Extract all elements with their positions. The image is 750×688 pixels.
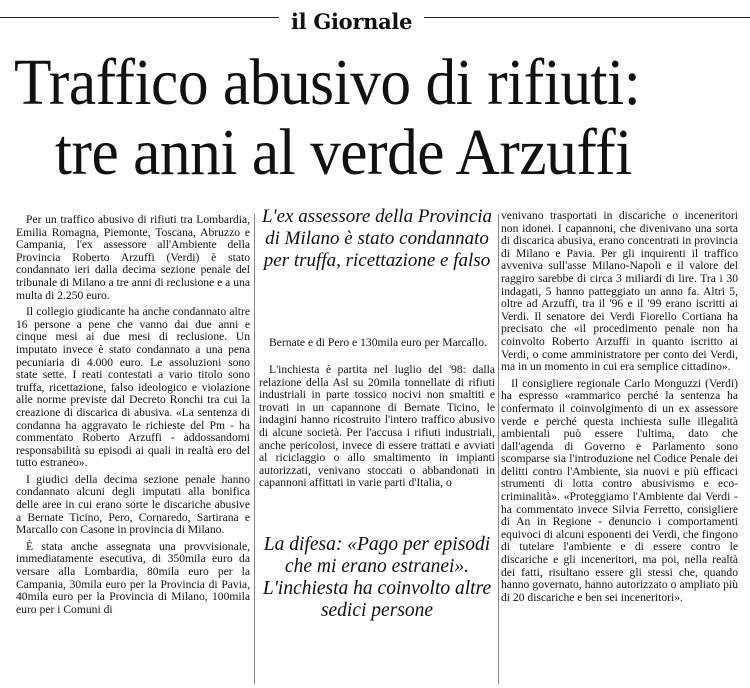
headline-line-2: tre anni al verde Arzuffi (54, 116, 632, 189)
article-column-2-continuation (259, 337, 495, 350)
column-divider (254, 214, 255, 684)
article-paragraph: venivano trasportati in discariche o inceneritori non idonei. I capannoni, che divenivano una sorta di discarica abusiva, erano concentrati in provincia di Milano e Pavia. Per gli inquirenti il traffico avveniva sull'asse Milano-Napoli e il valore del raggiro sarebbe di circa 3 miliardi di lire. Tra i 30 indagati, 5 hanno patteggiato un anno fa. Altri 5, oltre ad Arzuffi, tra il '96 e il '99 erano iscritti ai Verdi. Il senatore dei Verdi Fiorello Cortiana ha precisato che «il procedimento penale non ha coinvolto Roberto Arzuffi in quanto iscritto ai Verdi, o come amministratore per conto dei Verdi, ma in un momento in cui era semplice cittadino». (501, 209, 738, 374)
article-paragraph: Il consigliere regionale Carlo Monguzzi (Verdi) ha espresso «rammarico perché la sentenza ha confermato il coinvolgimento di un ex assessore verde e perché questa inchiesta sulle illegalità ambientali può essere l'ultima, dato che dall'agenda di Governo e Parlamento sono scomparse sia l'introduzione nel Codice Penale dei delitti contro l'Ambiente, sia nuovi e più efficaci strumenti di lotta contro abusivismo e eco-criminalità». «Proteggiamo l'Ambiente dai Verdi - ha commentato invece Silvia Ferretto, consigliere di An in Regione - denuncio i comportamenti equivoci di alcuni esponenti dei Verdi, che fingono di tutelare l'ambiente e di essere contro le discariche e gli inceneritori, ma poi, nella realtà dei fatti, risultano essere gli stessi che, quando hanno governato, hanno autorizzato o ampliato più di 20 discariche e ben sei inceneritori». (501, 376, 738, 604)
column-divider (498, 214, 499, 684)
headline (14, 48, 693, 188)
article-paragraph: Il collegio giudicante ha anche condannato altre 16 persone a pene che vanno dai due anni e cinque mesi ai due mesi di reclusione. Un imputato invece è stato condannato a una pena pecuniaria di 4.000 euro. Le assoluzioni sono state sette. I reati contestati a vario titolo sono truffa, ricettazione, falso ideologico e violazione alle norme previste dal Decreto Ronchi tra cui la creazione di discarica di abusiva. «La sentenza di condanna ha aggravato le richieste del Pm - ha commentato Roberto Arzuffi - addossandomi responsabilità su episodi ai quali in realtà ero del tutto estraneo». (16, 305, 250, 470)
article-column-2 (259, 364, 495, 494)
article-paragraph: Bernate e di Pero e 130mila euro per Marcallo. (269, 336, 487, 349)
article-paragraph: L'inchiesta è partita nel luglio del '98: dalla relazione della Asl su 20mila tonnellate di rifiuti industriali in parte tossico nocivi non smaltiti e trovati in un capannone di Bernate Ticino, le indagini hanno ricostruito l'intero traffico abusivo di alcune società. Per l'accusa i rifiuti industriali, anche pericolosi, invece di essere trattati e avviati al riciclaggio o allo smaltimento in impianti autorizzati, venivano stoccati o abbandonati in capannoni affittati in varie parti d'Italia, o (259, 363, 495, 490)
headline-line-1: Traffico abusivo di rifiuti: (14, 46, 641, 119)
pull-quote-top: L'ex assessore della Provincia di Milano è stato condannato per truffa, ricettazione e falso (261, 206, 493, 271)
pull-quote-bottom: La difesa: «Pago per episodi che mi erano estranei». L'inchiesta ha coinvolto altre sedici persone (262, 534, 492, 621)
article-paragraph: È stata anche assegnata una provvisionale, immediatamente esecutiva, di 350mila euro da versare alla Lombardia, 80mila euro per la Campania, 30mila euro per la Provincia di Pavia, 40mila euro per la Provincia di Milano, 100mila euro per i Comuni di (16, 539, 250, 616)
article-column-3 (501, 210, 738, 608)
article-column-1 (16, 214, 250, 620)
article-paragraph: Per un traffico abusivo di rifiuti tra Lombardia, Emilia Romagna, Piemonte, Toscana, Abruzzo e Campania, l'ex assessore all'Ambiente della Provincia Roberto Arzuffi (Verdi) è stato condannato ieri dalla decima sezione penale del tribunale di Milano a tre anni di reclusione e a una multa di 2.250 euro. (16, 213, 250, 302)
article-paragraph: I giudici della decima sezione penale hanno condannato alcuni degli imputati alla bonifica delle aree in cui erano sorte le discariche abusive a Bernate Ticino, Pero, Cornaredo, Sartirana e Marcallo con Casone in provincia di Milano. (16, 472, 250, 537)
masthead (0, 0, 750, 40)
newspaper-name: il Giornale (279, 9, 424, 34)
